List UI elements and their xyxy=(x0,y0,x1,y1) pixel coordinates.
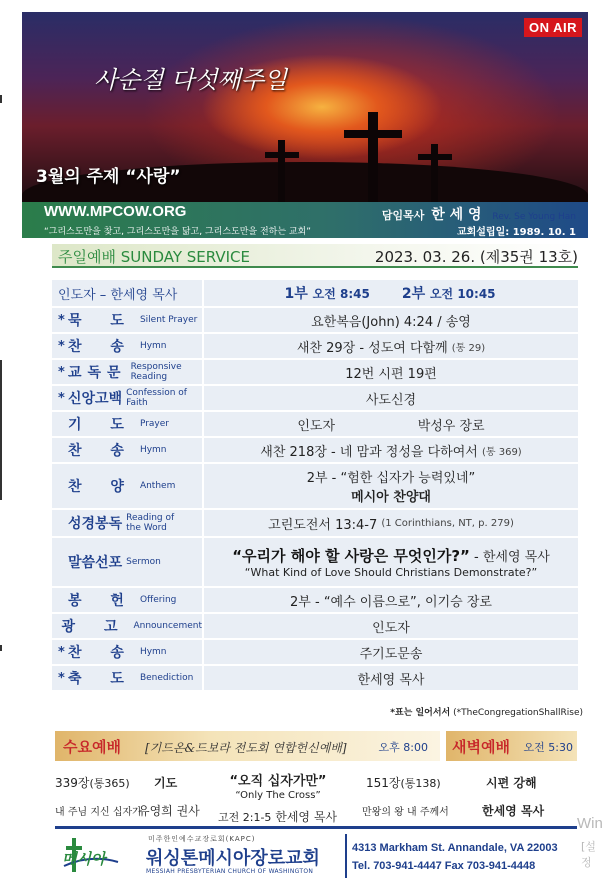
dawn-time: 오전 5:30 xyxy=(523,741,573,754)
wednesday-title: 수요예배 xyxy=(63,738,121,756)
left-edge-marks xyxy=(0,0,3,893)
website-link[interactable]: WWW.MPCOW.ORG xyxy=(44,203,187,220)
order-item xyxy=(52,464,578,508)
worship-leader: 인도자 – 한세영 목사 xyxy=(52,280,202,306)
order-item xyxy=(52,308,578,332)
pastor-name-en: Rev. Se Young Han xyxy=(492,212,576,222)
stand-marker: * xyxy=(58,670,65,686)
wed-sermon-title: “오직 십자가만” xyxy=(229,774,327,789)
wed-sermon-ref: 고전 2:1-5 xyxy=(218,811,272,824)
founding-date: 교회설립일: 1989. 10. 1 xyxy=(456,227,576,238)
item-name-ko: 교독문 xyxy=(68,365,127,381)
item-name-ko: 기 도 xyxy=(68,417,136,433)
item-name-en: Hymn xyxy=(139,445,167,455)
item-content: 12번 시편 19편 xyxy=(345,366,437,382)
stand-marker: * xyxy=(58,364,65,380)
wed-hymn1-old: (통365) xyxy=(89,777,130,790)
first-service-time: 오전 8:45 xyxy=(312,287,370,301)
item-name-ko: 찬 송 xyxy=(68,443,136,459)
item-name-en: Reading of the Word xyxy=(126,513,175,533)
first-service xyxy=(284,283,371,303)
church-address: 4313 Markham St. Annandale, VA 22003 xyxy=(352,842,558,854)
wed-sermon-by: 한세영 목사 xyxy=(275,810,338,824)
footer-divider xyxy=(55,826,577,829)
order-item xyxy=(52,412,578,436)
item-name-ko: 묵 도 xyxy=(68,313,136,329)
wed-prayer-label: 기도 xyxy=(154,776,178,790)
dawn-by: 한세영 목사 xyxy=(482,804,545,818)
order-item xyxy=(52,386,578,410)
banner-title: 사순절 다섯째주일 xyxy=(94,66,288,94)
wednesday-subtitle: [기드온&드보라 전도회 연합헌신예배] xyxy=(145,741,347,755)
church-phone: Tel. 703-941-4447 Fax 703-941-4448 xyxy=(352,860,536,872)
order-of-service xyxy=(52,280,578,692)
order-item xyxy=(52,614,578,638)
item-content: 2부 - “험한 십자가 능력있네” xyxy=(306,471,476,486)
item-content-sub: (통 29) xyxy=(451,342,486,354)
order-item xyxy=(52,334,578,358)
item-name-ko: 신앙고백 xyxy=(68,391,123,407)
order-item xyxy=(52,666,578,690)
order-item xyxy=(52,588,578,612)
cross-center xyxy=(368,112,378,202)
banner-image xyxy=(22,12,588,202)
wed-hymn1 xyxy=(55,774,130,791)
bulletin-date: 2023. 03. 26. (제35권 13호) xyxy=(374,248,578,266)
service-times xyxy=(204,280,578,306)
wed-sermon-line xyxy=(218,808,337,825)
item-name-en: Silent Prayer xyxy=(139,315,198,325)
order-item xyxy=(52,510,578,536)
item-content: 새찬 218장 - 네 맘과 정성을 다하여서 xyxy=(260,444,478,460)
item-content: 주기도문송 xyxy=(359,646,423,662)
wednesday-time: 오후 8:00 xyxy=(378,741,428,754)
first-service-label: 1부 xyxy=(284,286,308,302)
item-name-ko: 말씀선포 xyxy=(68,555,123,571)
church-name-en: MESSIAH PRESBYTERIAN CHURCH OF WASHINGTON xyxy=(146,868,314,875)
item-name-en: Hymn xyxy=(139,647,167,657)
stand-marker: * xyxy=(58,312,65,328)
item-name-en: Responsive Reading xyxy=(130,362,182,382)
item-name-en: Benediction xyxy=(139,673,194,683)
sunday-service-label: 주일예배 SUNDAY SERVICE xyxy=(58,248,251,266)
standing-note xyxy=(390,705,583,718)
item-name-en: Confession of Faith xyxy=(126,388,187,408)
cross-center-beam xyxy=(344,130,402,138)
stand-marker: * xyxy=(58,644,65,660)
standing-note-ko: *표는 일어서서 xyxy=(390,708,451,718)
wed-sermon-title-en: “Only The Cross” xyxy=(235,790,321,801)
item-content: 인도자 박성우 장로 xyxy=(297,418,485,434)
item-name-en: Announcement xyxy=(133,621,202,631)
wed-hymn1-number: 339장 xyxy=(55,776,90,790)
senior-pastor xyxy=(382,204,576,224)
item-name-ko: 광 고 xyxy=(61,619,130,635)
item-content: 한세영 목사 xyxy=(357,672,425,688)
item-content-sub: (1 Corinthians, NT, p. 279) xyxy=(381,517,514,529)
cross-left xyxy=(278,140,285,202)
dawn-content: 시편 강해 xyxy=(486,776,537,790)
item-content: 2부 - “예수 이름으로”, 이기승 장로 xyxy=(290,594,492,610)
second-service-label: 2부 xyxy=(401,286,426,302)
order-item xyxy=(52,640,578,664)
order-item xyxy=(52,438,578,462)
item-name-ko: 찬 송 xyxy=(68,645,136,661)
dawn-title: 새벽예배 xyxy=(452,738,510,756)
order-item xyxy=(52,538,578,586)
item-name-en: Sermon xyxy=(126,557,161,567)
wed-hymn1-title: 내 주님 지신 십자가 xyxy=(55,807,142,818)
order-item xyxy=(52,360,578,384)
item-content: 사도신경 xyxy=(365,392,417,408)
footer-separator xyxy=(345,834,347,878)
monthly-theme: 3월의 주제 “사랑” xyxy=(36,167,181,187)
stand-marker: * xyxy=(58,338,65,354)
church-name: 워싱톤메시아장로교회 xyxy=(146,848,320,869)
cross-right-beam xyxy=(418,154,452,160)
item-content: 요한복음(John) 4:24 / 송영 xyxy=(311,314,471,330)
dawn-service-header xyxy=(446,731,577,761)
item-name-ko: 축 도 xyxy=(68,671,136,687)
item-name-ko: 봉 헌 xyxy=(68,593,136,609)
wed-prayer-by: 유영희 권사 xyxy=(138,804,200,818)
second-service xyxy=(402,283,498,303)
item-name-ko: 성경봉독 xyxy=(68,516,123,532)
cross-right xyxy=(431,144,438,202)
standing-note-en: (*TheCongregationShallRise) xyxy=(453,708,583,718)
sunday-service-header xyxy=(52,244,578,268)
windows-watermark: Win xyxy=(577,815,603,832)
windows-watermark-sub: [설정 xyxy=(581,840,596,869)
stand-marker: * xyxy=(58,390,65,406)
sermon-title: “우리가 해야 할 사랑은 무엇인가?” xyxy=(232,547,470,565)
logo-text: 메시아 xyxy=(62,850,106,868)
item-name-ko: 찬 송 xyxy=(68,339,136,355)
wednesday-service-header xyxy=(55,731,440,761)
wed-hymn2-title: 만왕의 왕 내 주께서 xyxy=(362,807,449,818)
church-info-bar xyxy=(22,202,588,238)
item-content-line2: 메시아 찬양대 xyxy=(351,490,431,505)
item-name-en: Offering xyxy=(139,595,177,605)
sermon-title-en: “What Kind of Love Should Christians Demonstrate?” xyxy=(244,566,538,579)
on-air-badge[interactable]: ON AIR xyxy=(524,18,582,37)
item-name-en: Prayer xyxy=(139,419,169,429)
item-content: 고린도전서 13:4-7 xyxy=(268,517,378,533)
wed-hymn2 xyxy=(366,774,441,791)
denomination: 미주한인예수교장로회(KAPC) xyxy=(148,835,256,843)
service-times-row xyxy=(52,280,578,306)
church-motto: “그리스도만을 찾고, 그리스도만을 닮고, 그리스도만을 전하는 교회” xyxy=(44,227,311,237)
item-content-sub: (통 369) xyxy=(481,446,522,458)
item-content: 새찬 29장 - 성도여 다함께 xyxy=(296,340,448,356)
pastor-title: 담임목사 xyxy=(381,209,425,222)
pastor-name: 한 세 영 xyxy=(431,207,482,223)
second-service-time: 오전 10:45 xyxy=(429,287,496,301)
wed-hymn2-old: (통138) xyxy=(400,777,441,790)
wed-hymn2-number: 151장 xyxy=(366,776,401,790)
item-name-ko: 찬 양 xyxy=(68,479,136,495)
sermon-preacher: - 한세영 목사 xyxy=(474,550,550,565)
item-name-en: Hymn xyxy=(139,341,167,351)
item-content: 인도자 xyxy=(372,620,410,636)
cross-left-beam xyxy=(265,152,299,158)
item-name-en: Anthem xyxy=(139,481,176,491)
